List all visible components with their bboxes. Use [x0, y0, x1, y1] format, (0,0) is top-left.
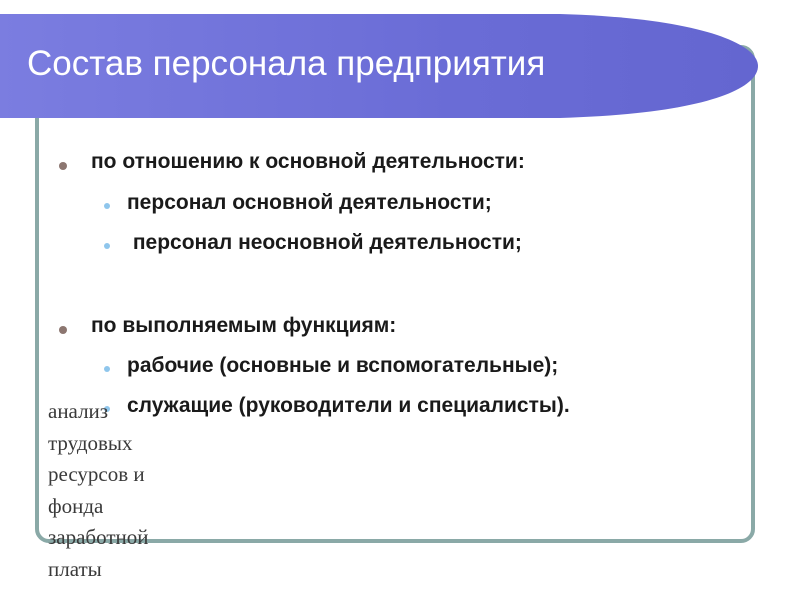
bullet-level2 — [104, 203, 110, 209]
group-heading: по выполняемым функциям: — [91, 314, 397, 337]
list-item: персонал неосновной деятельности; — [127, 231, 522, 254]
bullet-level1 — [59, 326, 67, 334]
slide-title: Состав персонала предприятия — [27, 44, 546, 83]
bullet-level2 — [104, 366, 110, 372]
group-heading: по отношению к основной деятельности: — [91, 150, 525, 173]
list-item: персонал основной деятельности; — [127, 191, 492, 214]
list-item: рабочие (основные и вспомогательные); — [127, 354, 559, 377]
bullet-level1 — [59, 162, 67, 170]
list-item: служащие (руководители и специалисты). — [127, 394, 570, 417]
bullet-level2 — [104, 243, 110, 249]
footnote-text: анализ трудовых ресурсов и фонда заработной платы — [48, 399, 149, 581]
